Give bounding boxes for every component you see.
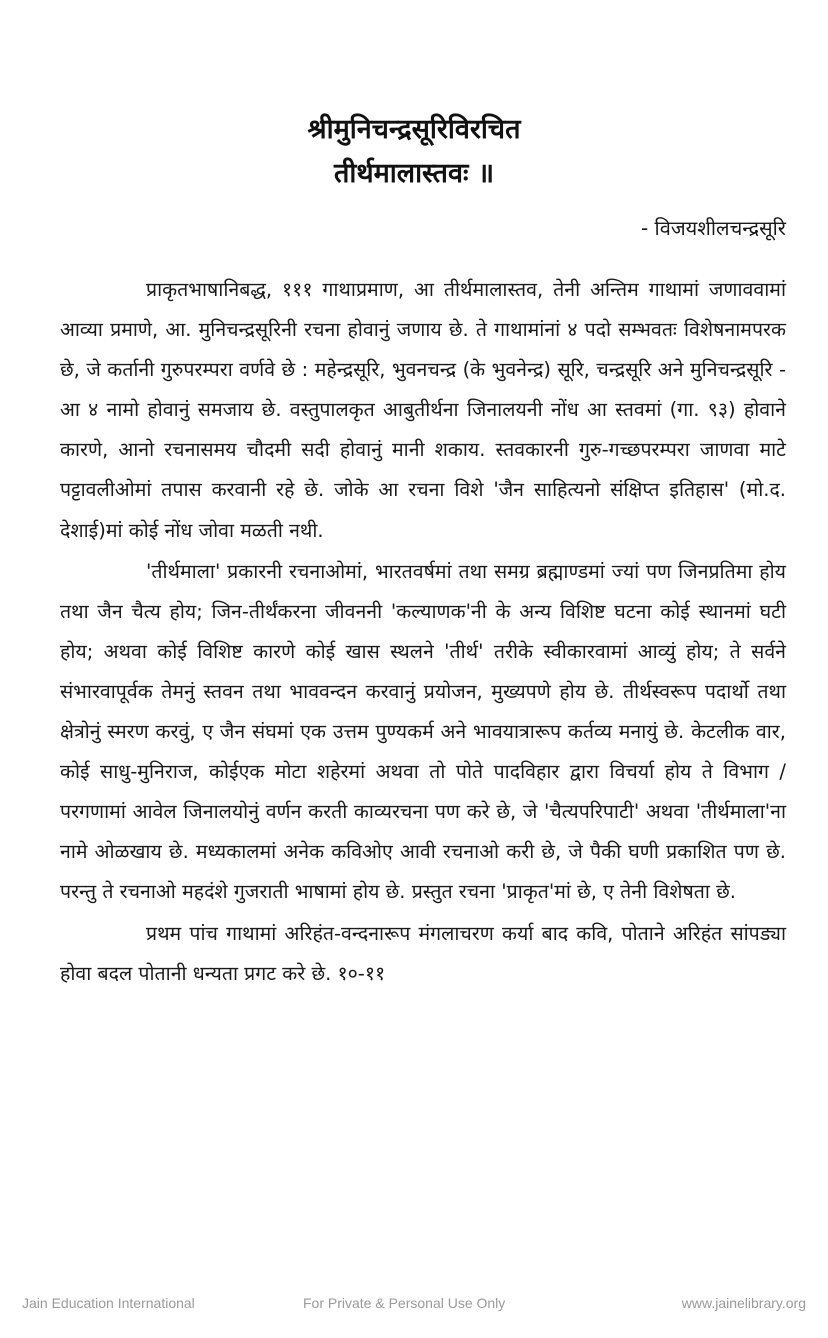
title-line-1: श्रीमुनिचन्द्रसूरिविरचित <box>307 114 521 145</box>
title-block <box>0 108 828 196</box>
author-byline: - विजयशीलचन्द्रसूरि <box>640 216 786 240</box>
paragraph-2: 'तीर्थमाला' प्रकारनी रचनाओमां, भारतवर्षमां तथा समग्र ब्रह्माण्डमां ज्यां पण जिनप्रतिमा होय तथा जैन चैत्य होय; जिन-तीर्थंकरना जीवननी 'कल्याणक'नी के अन्य विशिष्ट घटना कोई स्थानमां घटी होय; अथवा कोई विशिष्ट कारणे कोई खास स्थलने 'तीर्थ' तरीके स्वीकारवामां आव्युं होय; ते सर्वने संभारवापूर्वक तेमनुं स्तवन तथा भाववन्दन करवानुं प्रयोजन, मुख्यपणे होय छे. तीर्थस्वरूप पदार्थो तथा क्षेत्रोनुं स्मरण करवुं, ए जैन संघमां एक उत्तम पुण्यकर्म अने भावयात्रारूप कर्तव्य मनायुं छे. केटलीक वार, कोई साधु-मुनिराज, कोईएक मोटा शहेरमां अथवा तो पोते पादविहार द्वारा विचर्या होय ते विभाग / परगणामां आवेल जिनालयोनुं वर्णन करती काव्यरचना पण करे छे, जे 'चैत्यपरिपाटी' अथवा 'तीर्थमाला'ना नामे ओळखाय छे. मध्यकालमां अनेक कविओए आवी रचनाओ करी छे, जे पैकी घणी प्रकाशित पण छे. परन्तु ते रचनाओ महदंशे गुजराती भाषामां होय छे. प्रस्तुत रचना 'प्राकृत'मां छे, ए तेनी विशेषता छे. <box>60 559 786 904</box>
paragraph-3: प्रथम पांच गाथामां अरिहंत-वन्दनारूप मंगलाचरण कर्या बाद कवि, पोताने अरिहंत सांपड्या होवा बदल पोतानी धन्यता प्रगट करे छे. १०-११ <box>60 921 786 985</box>
footer-usage-notice: For Private & Personal Use Only <box>303 1295 506 1311</box>
footer-website-link[interactable]: www.jainelibrary.org <box>681 1295 806 1311</box>
body-text <box>60 270 786 994</box>
page-footer <box>0 1295 828 1319</box>
footer-publisher: Jain Education International <box>22 1295 195 1311</box>
title-line-2: तीर्थमालास्तवः ॥ <box>333 158 494 189</box>
paragraph-1: प्राकृतभाषानिबद्ध, १११ गाथाप्रमाण, आ तीर्थमालास्तव, तेनी अन्तिम गाथामां जणाववामां आव्या प्रमाणे, आ. मुनिचन्द्रसूरिनी रचना होवानुं जणाय छे. ते गाथामांनां ४ पदो सम्भवतः विशेषनामपरक छे, जे कर्तानी गुरुपरम्परा वर्णवे छे : महेन्द्रसूरि, भुवनचन्द्र (के भुवनेन्द्र) सूरि, चन्द्रसूरि अने मुनिचन्द्रसूरि - आ ४ नामो होवानुं समजाय छे. वस्तुपालकृत आबुतीर्थना जिनालयनी नोंध आ स्तवमां (गा. ९३) होवाने कारणे, आनो रचनासमय चौदमी सदी होवानुं मानी शकाय. स्तवकारनी गुरु-गच्छपरम्परा जाणवा माटे पट्टावलीओमां तपास करवानी रहे छे. जोके आ रचना विशे 'जैन साहित्यनो संक्षिप्त इतिहास' (मो.द. देशाई)मां कोई नोंध जोवा मळती नथी. <box>60 278 786 542</box>
